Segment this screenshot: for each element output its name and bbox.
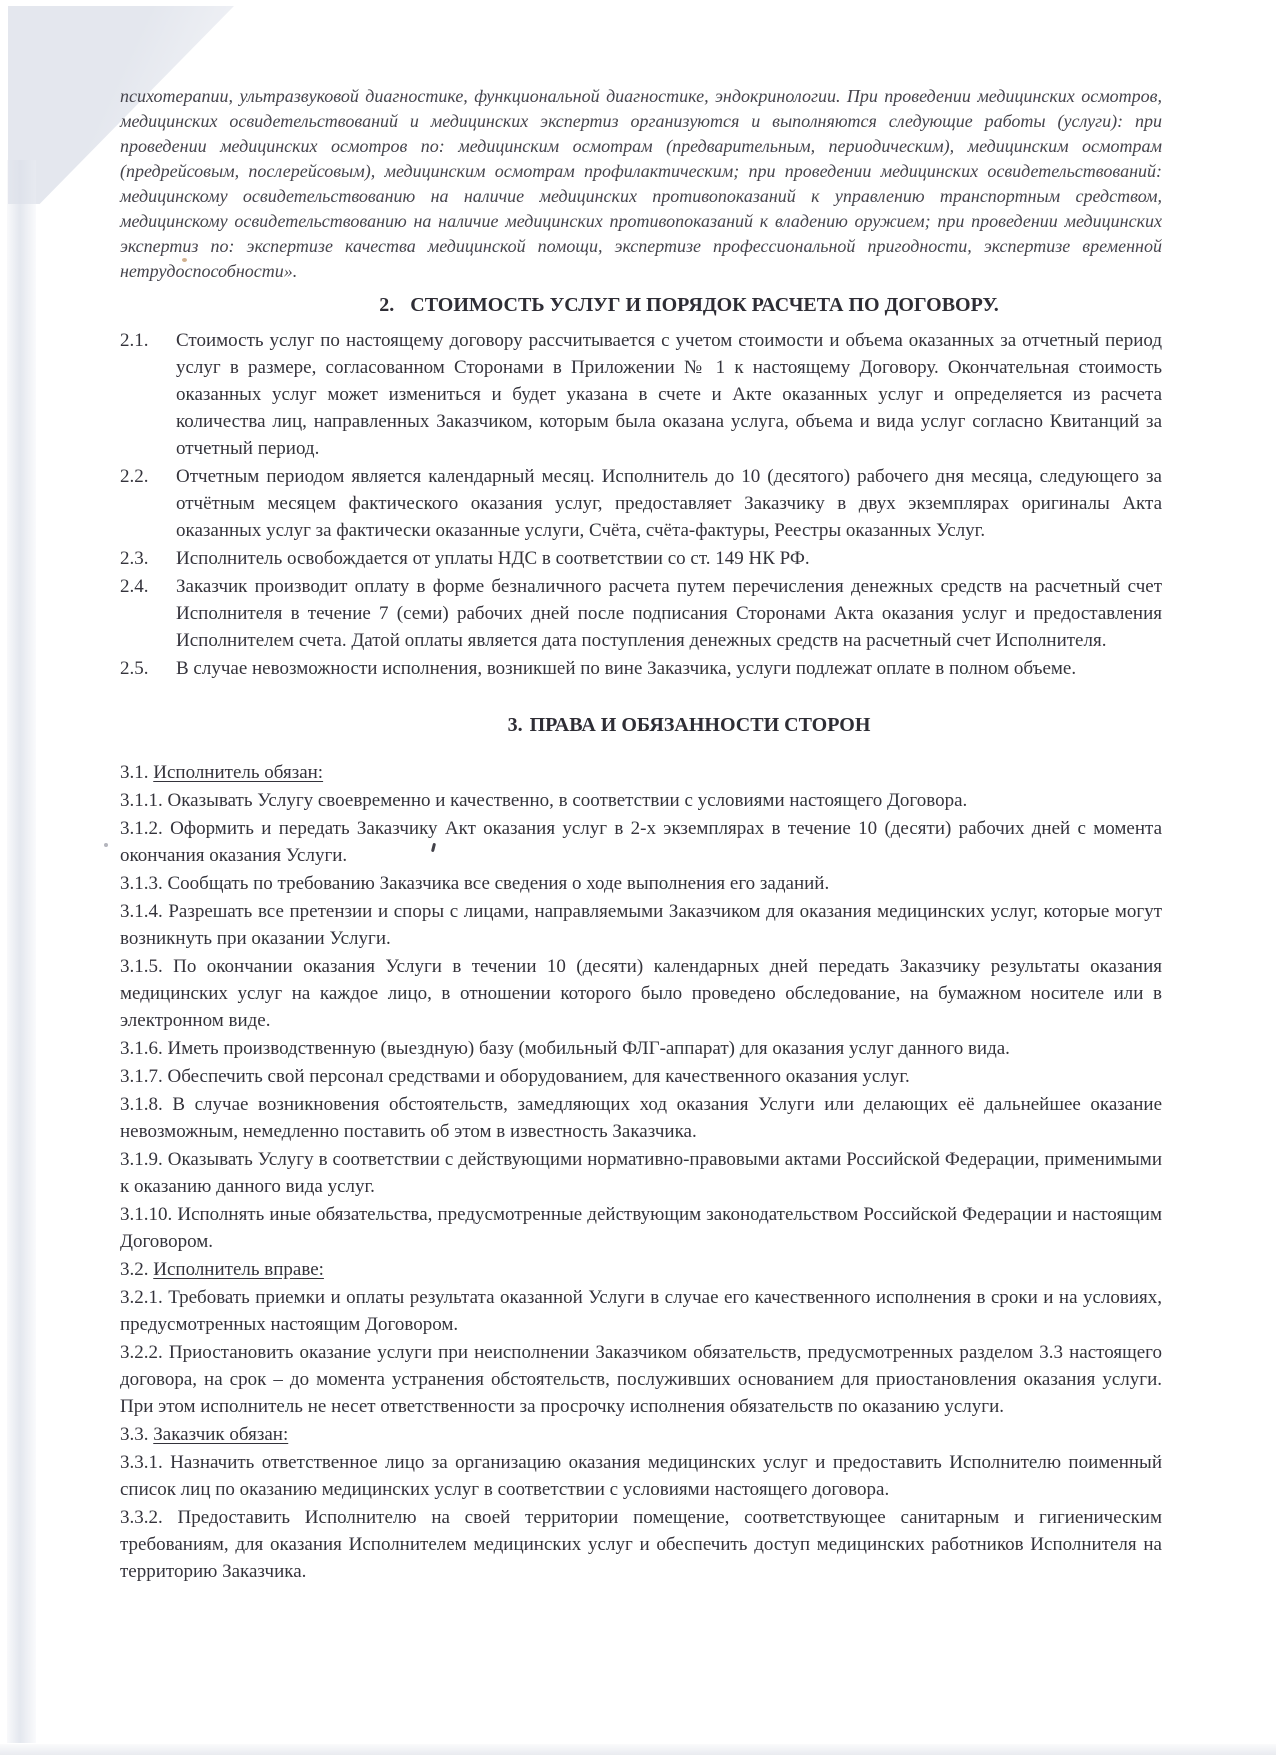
clause-3-1-8 [120,1091,1162,1145]
clause-number: 3.1.4. [120,901,163,922]
clause-text: Предоставить Исполнителю на своей территории помещение, соответствующее санитарным и гигиеническим требованиям, для оказания Исполнителем медицинских услуг и обеспечить доступ медицинских работников Исполнителя на территорию Заказчика. [120,1507,1162,1582]
clause-2-3 [120,545,1162,572]
clause-text: Требовать приемки и оплаты результата оказанной Услуги в случае его качественного исполнения в сроки и на условиях, предусмотренных настоящим Договором. [120,1287,1163,1335]
clause-3-1-4 [120,898,1162,952]
clause-number: 2.5. [120,658,149,679]
clause-number: 3.1.8. [120,1094,163,1115]
scan-left-edge-shadow [7,160,36,1743]
clause-2-2 [120,463,1162,544]
clause-number: 3.2.2. [120,1342,163,1363]
clause-number: 2.2. [120,466,149,487]
intro-paragraph: психотерапии, ультразвуковой диагностике, функциональной диагностике, эндокринологии. При проведении медицинских осмотров, медицинских освидетельствований и медицинских экспертиз организуются и выполняются следующие работы (услуги): при проведении медицинских осмотров по: медицинским осмотрам (предварительным, периодическим), медицинским осмотрам (предрейсовым, послерейсовым), медицинским осмотрам профилактическим; при проведении медицинских освидетельствований: медицинскому освидетельствованию на наличие медицинских противопоказаний к управлению транспортным средством, медицинскому освидетельствованию на наличие медицинских противопоказаний к владению оружием; при проведении медицинских экспертиз по: экспертизе качества медицинской помощи, экспертизе профессиональной пригодности, экспертизе временной нетрудоспособности». [120,86,1162,281]
section3-heading-number: 3. [507,714,523,736]
clause-3-1-6 [120,1035,1162,1062]
clause-number: 3.1.2. [120,818,163,839]
section2-heading-title: СТОИМОСТЬ УСЛУГ И ПОРЯДОК РАСЧЕТА ПО ДОГОВОРУ. [410,294,999,316]
clause-3-1-2 [120,815,1162,869]
subsection-label: Заказчик обязан: [153,1424,289,1445]
clause-3-1-7 [120,1063,1162,1090]
clause-text: Заказчик производит оплату в форме безналичного расчета путем перечисления денежных средств на расчетный счет Исполнителя в течение 7 (семи) рабочих дней после подписания Сторонами Акта оказания услуг и предоставления Исполнителем счета. Датой оплаты является дата поступления денежных средств на расчетный счет Исполнителя. [176,576,1162,651]
clause-text: Стоимость услуг по настоящему договору рассчитывается с учетом стоимости и объема оказанных за отчетный период услуг в размере, согласованном Сторонами в Приложении № 1 к настоящему Договору. Окончательная стоимость оказанных услуг может измениться и будет указана в счете и Акте оказанных услуг и определяется из расчета количества лиц, направленных Заказчиком, которым была оказана услуга, объема и вида услуг согласно Квитанций за отчетный период. [176,330,1162,459]
clause-number: 2.1. [120,330,149,351]
clause-3-3-2 [120,1504,1162,1585]
subsection-label: Исполнитель обязан: [153,762,324,783]
clause-3-1-5 [120,953,1162,1034]
clause-number: 3.2.1. [120,1287,163,1308]
clause-2-5 [120,655,1162,682]
clause-number: 3.1.1. [120,790,163,811]
clause-number: 3.1.10. [120,1204,173,1225]
clause-3-1-1 [120,787,1162,814]
clause-text: Разрешать все претензии и споры с лицами, направляемыми Заказчиком для оказания медицинских услуг, которые могут возникнуть при оказании Услуги. [120,901,1162,949]
scan-speck [104,843,108,847]
clause-number: 3.1.5. [120,956,163,977]
section3-heading-title: ПРАВА И ОБЯЗАННОСТИ СТОРОН [529,714,871,736]
clause-3-2-1 [120,1284,1162,1338]
clause-text: По окончании оказания Услуги в течении 10 (десяти) календарных дней передать Заказчику результаты оказания медицинских услуг на каждое лицо, в отношении которого было проведено обследование, на бумажном носителе или в электронном виде. [120,956,1162,1031]
clause-number: 3.1. [120,762,149,783]
clause-text: Обеспечить свой персонал средствами и оборудованием, для качественного оказания услуг. [167,1066,910,1087]
clause-number: 3.2. [120,1259,149,1280]
clause-2-1 [120,327,1162,462]
clause-3-2-2 [120,1339,1162,1420]
document-body [120,84,1162,1586]
clause-number: 3.3. [120,1424,149,1445]
clause-text: Оказывать Услугу своевременно и качественно, в соответствии с условиями настоящего Договора. [167,790,968,811]
section3-heading [168,712,1210,739]
clause-text: Оформить и передать Заказчику Акт оказания услуг в 2-х экземплярах в течение 10 (десяти) рабочих дней с момента окончания оказания Услуги. [120,818,1162,866]
clause-text: Исполнитель освобождается от уплаты НДС в соответствии со ст. 149 НК РФ. [176,548,810,569]
clause-number: 3.1.7. [120,1066,163,1087]
clause-text: Оказывать Услугу в соответствии с действующими нормативно-правовыми актами Российской Федерации, применимыми к оказанию данного вида услуг. [120,1149,1162,1197]
subsection-3-2 [120,1256,1162,1283]
clause-3-3-1 [120,1449,1162,1503]
clause-number: 3.1.3. [120,873,163,894]
subsection-3-1 [120,759,1162,786]
section2-heading-number: 2. [379,294,395,316]
clause-text: В случае возникновения обстоятельств, замедляющих ход оказания Услуги или делающих её дальнейшее оказание невозможным, немедленно поставить об этом в известность Заказчика. [120,1094,1163,1142]
clause-text: В случае невозможности исполнения, возникшей по вине Заказчика, услуги подлежат оплате в полном объеме. [176,658,1077,679]
clause-text: Назначить ответственное лицо за организацию оказания медицинских услуг и предоставить Исполнителю поименный список лиц по оказанию медицинских услуг в соответствии с условиями настоящего договора. [120,1452,1162,1500]
clause-number: 2.4. [120,576,149,597]
subsection-3-3 [120,1421,1162,1448]
subsection-label: Исполнитель вправе: [153,1259,324,1280]
clause-number: 3.1.9. [120,1149,163,1170]
clause-text: Иметь производственную (выездную) базу (мобильный ФЛГ-аппарат) для оказания услуг данного вида. [167,1038,1010,1059]
scan-bottom-edge-shadow [0,1744,1276,1755]
section2-heading [168,292,1210,319]
clause-text: Исполнять иные обязательства, предусмотренные действующим законодательством Российской Федерации и настоящим Договором. [120,1204,1162,1252]
clause-3-1-3 [120,870,1162,897]
clause-2-4 [120,573,1162,654]
clause-3-1-10 [120,1201,1162,1255]
clause-3-1-9 [120,1146,1162,1200]
clause-text: Сообщать по требованию Заказчика все сведения о ходе выполнения его заданий. [167,873,830,894]
clause-number: 3.3.1. [120,1452,163,1473]
clause-number: 2.3. [120,548,149,569]
clause-text: Приостановить оказание услуги при неисполнении Заказчиком обязательств, предусмотренных разделом 3.3 настоящего договора, на срок – до момента устранения обстоятельств, послуживших основанием для приостановления оказания услуги. При этом исполнитель не несет ответственности за просрочку исполнения обязательств по оказанию услуги. [120,1342,1162,1417]
clause-number: 3.3.2. [120,1507,163,1528]
clause-text: Отчетным периодом является календарный месяц. Исполнитель до 10 (десятого) рабочего дня месяца, следующего за отчётным месяцем фактического оказания услуг, предоставляет Заказчику в двух экземплярах оригиналы Акта оказанных услуг за фактически оказанные услуги, Счёта, счёта-фактуры, Реестры оказанных Услуг. [176,466,1162,541]
clause-number: 3.1.6. [120,1038,163,1059]
